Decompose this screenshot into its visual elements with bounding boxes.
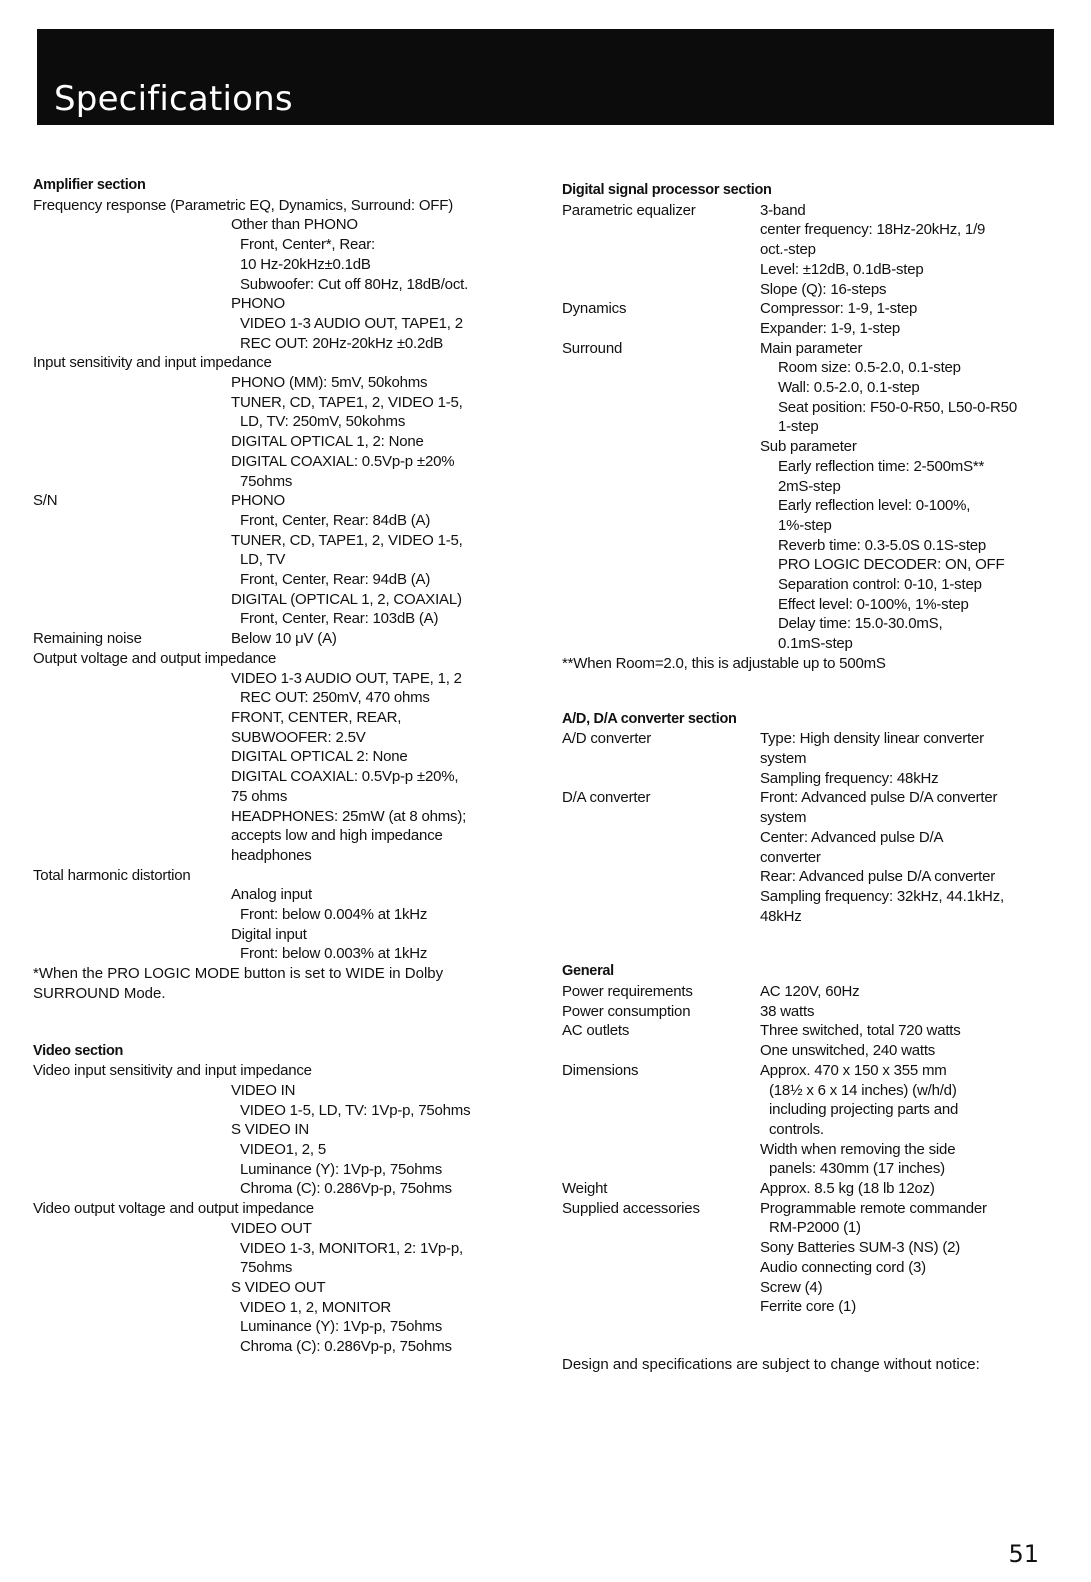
spacer bbox=[33, 1004, 533, 1042]
spec-value: Screw (4) bbox=[760, 1278, 823, 1296]
spec-value: including projecting parts and bbox=[769, 1101, 959, 1119]
spec-value: TUNER, CD, TAPE1, 2, VIDEO 1-5, bbox=[231, 531, 463, 549]
spec-value: Approx. 8.5 kg (18 lb 12oz) bbox=[760, 1180, 935, 1198]
spec-value: AC 120V, 60Hz bbox=[760, 983, 860, 1001]
spec-value: DIGITAL (OPTICAL 1, 2, COAXIAL) bbox=[231, 590, 462, 608]
spec-value: DIGITAL COAXIAL: 0.5Vp-p ±20% bbox=[231, 452, 455, 470]
general-section-title: General bbox=[562, 963, 614, 980]
spec-value: REC OUT: 20Hz-20kHz ±0.2dB bbox=[240, 334, 444, 352]
spacer bbox=[562, 1317, 1057, 1355]
spec-value: Front, Center, Rear: 103dB (A) bbox=[240, 610, 439, 628]
spec-row bbox=[562, 1002, 1057, 1022]
dsp-section-title: Digital signal processor section bbox=[562, 182, 772, 198]
spec-label: A/D converter bbox=[562, 730, 652, 748]
spec-label: Power requirements bbox=[562, 983, 693, 1001]
spec-value: Digital input bbox=[231, 925, 307, 943]
spec-value: panels: 430mm (17 inches) bbox=[769, 1160, 945, 1178]
spec-label: Supplied accessories bbox=[562, 1199, 700, 1217]
spec-label: S/N bbox=[33, 492, 58, 510]
header-banner bbox=[37, 29, 1054, 125]
spec-value: VIDEO 1-5, LD, TV: 1Vp-p, 75ohms bbox=[240, 1101, 471, 1119]
spec-value: Rear: Advanced pulse D/A converter bbox=[760, 868, 996, 886]
spec-value: Delay time: 15.0-30.0mS, bbox=[778, 615, 943, 633]
spec-value: Effect level: 0-100%, 1%-step bbox=[778, 595, 969, 613]
left-column bbox=[33, 176, 533, 1357]
spec-value: 48kHz bbox=[760, 907, 802, 925]
spec-value: VIDEO IN bbox=[231, 1081, 296, 1099]
spec-value: Early reflection time: 2-500mS** bbox=[778, 457, 985, 475]
spec-value: VIDEO OUT bbox=[231, 1219, 312, 1237]
spec-value: PRO LOGIC DECODER: ON, OFF bbox=[778, 556, 1005, 574]
spec-value: Main parameter bbox=[760, 339, 863, 357]
spec-value: DIGITAL COAXIAL: 0.5Vp-p ±20%, bbox=[231, 768, 459, 786]
spec-value: RM-P2000 (1) bbox=[769, 1219, 861, 1237]
spec-value: system bbox=[760, 749, 807, 767]
dsp-spec-list bbox=[562, 201, 1057, 674]
spec-value: Analog input bbox=[231, 886, 313, 904]
spec-value: controls. bbox=[769, 1120, 824, 1138]
spec-value: Reverb time: 0.3-5.0S 0.1S-step bbox=[778, 536, 987, 554]
spec-value: 1-step bbox=[778, 418, 819, 436]
video-section-title: Video section bbox=[33, 1042, 124, 1059]
spec-row bbox=[562, 201, 1057, 221]
disclaimer-note: Design and specifications are subject to change without notice: bbox=[562, 1355, 980, 1373]
converter-spec-list bbox=[562, 729, 1057, 926]
spec-value: 75 ohms bbox=[231, 787, 288, 805]
spec-value: Approx. 470 x 150 x 355 mm bbox=[760, 1061, 947, 1079]
spec-value: PHONO bbox=[231, 492, 286, 510]
spec-value: (18½ x 6 x 14 inches) (w/h/d) bbox=[769, 1081, 957, 1099]
spec-value: Sampling frequency: 32kHz, 44.1kHz, bbox=[760, 887, 1004, 905]
spec-value: 10 Hz-20kHz±0.1dB bbox=[240, 255, 371, 273]
spec-heading-line: Video output voltage and output impedance bbox=[33, 1200, 314, 1218]
spec-value: Front: below 0.004% at 1kHz bbox=[240, 906, 428, 924]
spec-value: Level: ±12dB, 0.1dB-step bbox=[760, 260, 924, 278]
spec-value: VIDEO 1-3 AUDIO OUT, TAPE, 1, 2 bbox=[231, 669, 462, 687]
spec-label: Remaining noise bbox=[33, 630, 142, 648]
spec-row bbox=[562, 729, 1057, 749]
spec-value: Sampling frequency: 48kHz bbox=[760, 769, 939, 787]
spec-label: Dynamics bbox=[562, 300, 627, 318]
spec-value: TUNER, CD, TAPE1, 2, VIDEO 1-5, bbox=[231, 393, 463, 411]
spec-value: Chroma (C): 0.286Vp-p, 75ohms bbox=[240, 1338, 452, 1356]
amplifier-section-title: Amplifier section bbox=[33, 177, 146, 193]
spacer bbox=[562, 674, 1057, 710]
spec-value: system bbox=[760, 809, 807, 827]
spec-row bbox=[562, 1061, 1057, 1081]
spec-value: headphones bbox=[231, 846, 312, 864]
spec-row bbox=[562, 299, 1057, 319]
spec-value: 3-band bbox=[760, 201, 806, 219]
spec-value: Front: Advanced pulse D/A converter bbox=[760, 789, 998, 807]
spec-value: HEADPHONES: 25mW (at 8 ohms); bbox=[231, 807, 467, 825]
spec-heading-line: **When Room=2.0, this is adjustable up to 500mS bbox=[562, 654, 886, 672]
spec-value: Expander: 1-9, 1-step bbox=[760, 319, 901, 337]
spec-value: VIDEO 1-3, MONITOR1, 2: 1Vp-p, bbox=[240, 1239, 463, 1257]
spec-value: 2mS-step bbox=[778, 477, 841, 495]
page-title: Specifications bbox=[54, 79, 293, 119]
spec-row bbox=[562, 788, 1057, 808]
spec-label: Weight bbox=[562, 1180, 608, 1198]
spec-value: S VIDEO IN bbox=[231, 1121, 310, 1139]
spec-value: Subwoofer: Cut off 80Hz, 18dB/oct. bbox=[240, 275, 469, 293]
spec-value: Ferrite core (1) bbox=[760, 1298, 856, 1316]
spec-value: 75ohms bbox=[240, 472, 293, 490]
spec-value: 1%-step bbox=[778, 516, 832, 534]
spec-value: DIGITAL OPTICAL 1, 2: None bbox=[231, 433, 424, 451]
spec-value: Below 10 μV (A) bbox=[231, 630, 337, 648]
spec-value: LD, TV bbox=[240, 551, 286, 569]
spec-value: LD, TV: 250mV, 50kohms bbox=[240, 413, 406, 431]
spec-value: REC OUT: 250mV, 470 ohms bbox=[240, 689, 430, 707]
footnote: *When the PRO LOGIC MODE button is set to WIDE in Dolby SURROUND Mode. bbox=[33, 965, 444, 1002]
spec-heading-line: Total harmonic distortion bbox=[33, 866, 191, 884]
spacer bbox=[562, 926, 1057, 962]
spec-value: accepts low and high impedance bbox=[231, 827, 443, 845]
spec-heading-line: Video input sensitivity and input impedance bbox=[33, 1062, 312, 1080]
spec-row bbox=[562, 339, 1057, 359]
spec-row bbox=[33, 491, 533, 511]
spec-value: VIDEO1, 2, 5 bbox=[240, 1141, 326, 1159]
spec-value: Compressor: 1-9, 1-step bbox=[760, 300, 918, 318]
spec-label: Dimensions bbox=[562, 1061, 639, 1079]
spec-value: 75ohms bbox=[240, 1259, 293, 1277]
right-column bbox=[562, 181, 1057, 1375]
spec-label: Surround bbox=[562, 339, 623, 357]
spec-value: VIDEO 1, 2, MONITOR bbox=[240, 1298, 391, 1316]
spec-value: Chroma (C): 0.286Vp-p, 75ohms bbox=[240, 1180, 452, 1198]
spec-value: 38 watts bbox=[760, 1002, 815, 1020]
spec-value: Other than PHONO bbox=[231, 216, 358, 234]
spec-heading-line: Frequency response (Parametric EQ, Dynamics, Surround: OFF) bbox=[33, 196, 454, 214]
spec-row bbox=[562, 982, 1057, 1002]
spec-row bbox=[33, 629, 533, 649]
spec-label: Power consumption bbox=[562, 1002, 691, 1020]
spec-value: Sub parameter bbox=[760, 438, 857, 456]
spec-value: Sony Batteries SUM-3 (NS) (2) bbox=[760, 1239, 961, 1257]
spec-value: Wall: 0.5-2.0, 0.1-step bbox=[778, 379, 920, 397]
converter-section-title: A/D, D/A converter section bbox=[562, 710, 737, 727]
spec-heading-line: Input sensitivity and input impedance bbox=[33, 354, 272, 372]
spec-value: SUBWOOFER: 2.5V bbox=[231, 728, 366, 746]
spec-label: AC outlets bbox=[562, 1022, 630, 1040]
spec-value: Front, Center, Rear: 94dB (A) bbox=[240, 571, 431, 589]
spec-value: oct.-step bbox=[760, 241, 816, 259]
spec-value: PHONO bbox=[231, 295, 286, 313]
spec-value: Room size: 0.5-2.0, 0.1-step bbox=[778, 359, 961, 377]
spec-value: Early reflection level: 0-100%, bbox=[778, 497, 971, 515]
spec-value: Programmable remote commander bbox=[760, 1199, 987, 1217]
spec-value: center frequency: 18Hz-20kHz, 1/9 bbox=[760, 221, 986, 239]
spec-heading-line: Output voltage and output impedance bbox=[33, 649, 277, 667]
spec-row bbox=[562, 1021, 1057, 1041]
spec-value: FRONT, CENTER, REAR, bbox=[231, 708, 402, 726]
spec-value: Front, Center*, Rear: bbox=[240, 236, 376, 254]
spec-value: Front, Center, Rear: 84dB (A) bbox=[240, 511, 431, 529]
spec-value: Luminance (Y): 1Vp-p, 75ohms bbox=[240, 1160, 443, 1178]
spec-value: Type: High density linear converter bbox=[760, 730, 984, 748]
general-spec-list bbox=[562, 982, 1057, 1317]
spec-value: Separation control: 0-10, 1-step bbox=[778, 576, 982, 594]
page-number: 51 bbox=[1008, 1540, 1039, 1568]
spec-value: 0.1mS-step bbox=[778, 635, 853, 653]
spec-value: Front: below 0.003% at 1kHz bbox=[240, 945, 428, 963]
spec-value: Three switched, total 720 watts bbox=[760, 1022, 961, 1040]
spec-label: D/A converter bbox=[562, 789, 651, 807]
spec-row bbox=[562, 1179, 1057, 1199]
spec-value: S VIDEO OUT bbox=[231, 1278, 326, 1296]
spec-value: Slope (Q): 16-steps bbox=[760, 280, 887, 298]
video-spec-list bbox=[33, 1061, 533, 1357]
spec-value: DIGITAL OPTICAL 2: None bbox=[231, 748, 408, 766]
spec-value: Center: Advanced pulse D/A bbox=[760, 828, 944, 846]
spec-value: converter bbox=[760, 848, 821, 866]
spec-value: Seat position: F50-0-R50, L50-0-R50 bbox=[778, 398, 1017, 416]
spec-value: One unswitched, 240 watts bbox=[760, 1042, 936, 1060]
spec-value: Audio connecting cord (3) bbox=[760, 1258, 926, 1276]
spec-value: PHONO (MM): 5mV, 50kohms bbox=[231, 374, 428, 392]
spec-value: Width when removing the side bbox=[760, 1140, 956, 1158]
spec-label: Parametric equalizer bbox=[562, 201, 696, 219]
amplifier-spec-list bbox=[33, 196, 533, 1004]
spec-value: Luminance (Y): 1Vp-p, 75ohms bbox=[240, 1318, 443, 1336]
spec-row bbox=[562, 1199, 1057, 1219]
spec-value: VIDEO 1-3 AUDIO OUT, TAPE1, 2 bbox=[240, 314, 463, 332]
